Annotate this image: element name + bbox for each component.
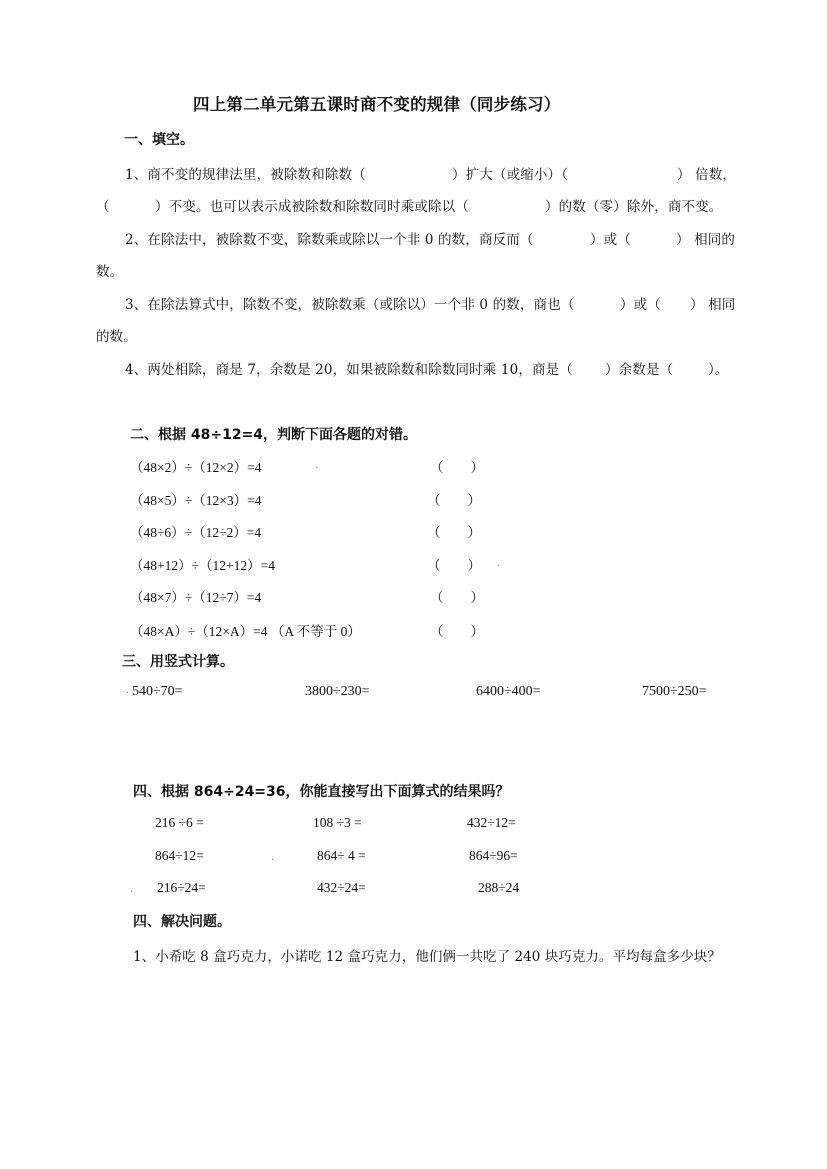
section-true-false-heading: 二、根据 48÷12=4，判断下面各题的对错。 bbox=[130, 427, 418, 443]
judge-expression: （48÷6）÷（12÷2）=4 bbox=[130, 525, 262, 540]
q1-part-c: ） 倍数， bbox=[677, 167, 737, 183]
section-direct-result-heading: 四、根据 864÷24=36，你能直接写出下面算式的结果吗？ bbox=[133, 784, 510, 800]
q3-part-b: ）或（ bbox=[620, 297, 661, 313]
q4-part-a: 4、两处相除，商是 7，余数是 20，如果被除数和除数同时乘 10，商是（ bbox=[125, 362, 573, 378]
calc-item: 6400÷400= bbox=[476, 684, 541, 699]
judge-expression: （48×A）÷（12×A）=4 （A 不等于 0） bbox=[130, 624, 361, 639]
calc-item: 3800÷230= bbox=[305, 684, 370, 699]
q1-part-d: （ bbox=[96, 199, 110, 215]
word-problem-1: 1、小希吃 8 盒巧克力，小诺吃 12 盒巧克力，他们俩一共吃了 240 块巧克力。平均每盒多少块？ bbox=[133, 949, 721, 965]
judge-answer-paren: （ ） bbox=[430, 460, 484, 475]
page-title: 四上第二单元第五课时商不变的规律（同步练习） bbox=[193, 95, 561, 114]
judge-expression: （48+12）÷（12+12）=4 bbox=[130, 558, 275, 573]
result-item: 216÷24= bbox=[157, 880, 206, 895]
result-item: 216 ÷6 = bbox=[155, 815, 204, 830]
result-item: 432÷12= bbox=[467, 815, 516, 830]
q4-part-b: ）余数是（ bbox=[605, 362, 674, 378]
judge-answer-paren: （ ） bbox=[427, 558, 481, 573]
q1-part-b: ）扩大（或缩小）（ bbox=[452, 167, 569, 183]
q1-part-f: ）的数（零）除外，商不变。 bbox=[545, 199, 723, 215]
q2-part-d: 数。 bbox=[96, 264, 124, 280]
section-vertical-calc-heading: 三、用竖式计算。 bbox=[122, 654, 234, 670]
stray-dot: . bbox=[271, 852, 275, 863]
q4-part-c: ）。 bbox=[708, 362, 729, 378]
q1-part-a: 1、商不变的规律法里，被除数和除数（ bbox=[125, 167, 366, 183]
result-item: 432÷24= bbox=[317, 880, 366, 895]
judge-answer-paren: （ ） bbox=[427, 493, 481, 508]
q3-part-d: 的数。 bbox=[96, 329, 137, 345]
stray-dot: . bbox=[497, 558, 501, 569]
q1-part-e: ）不变。也可以表示成被除数和除数同时乘或除以（ bbox=[155, 199, 469, 215]
section-fill-blank-heading: 一、填空。 bbox=[124, 132, 194, 148]
judge-answer-paren: （ ） bbox=[430, 590, 484, 605]
result-item: 288÷24 bbox=[478, 880, 520, 895]
result-item: 108 ÷3 = bbox=[313, 815, 362, 830]
result-item: 864÷ 4 = bbox=[317, 848, 366, 863]
calc-item: 7500÷250= bbox=[642, 684, 707, 699]
judge-expression: （48×5）÷（12×3）=4 bbox=[130, 493, 262, 508]
q3-part-c: ） 相同 bbox=[690, 297, 736, 313]
result-item: 864÷12= bbox=[155, 848, 204, 863]
q3-part-a: 3、在除法算式中，除数不变，被除数乘（或除以）一个非 0 的数，商也（ bbox=[125, 297, 575, 313]
stray-dot: . bbox=[126, 685, 130, 696]
stray-dot: . bbox=[130, 884, 134, 895]
judge-expression: （48×7）÷（12÷7）=4 bbox=[130, 590, 262, 605]
q2-part-b: ）或（ bbox=[590, 232, 631, 248]
section-problem-solving-heading: 四、解决问题。 bbox=[133, 914, 231, 930]
q2-part-a: 2、在除法中，被除数不变，除数乘或除以一个非 0 的数，商反而（ bbox=[125, 232, 534, 248]
judge-answer-paren: （ ） bbox=[430, 624, 484, 639]
result-item: 864÷96= bbox=[469, 848, 518, 863]
judge-expression: （48×2）÷（12×2）=4 bbox=[130, 460, 262, 475]
q2-part-c: ） 相同的 bbox=[676, 232, 736, 248]
stray-dot: . bbox=[315, 460, 319, 471]
calc-item: 540÷70= bbox=[132, 684, 183, 699]
judge-answer-paren: （ ） bbox=[427, 525, 481, 540]
